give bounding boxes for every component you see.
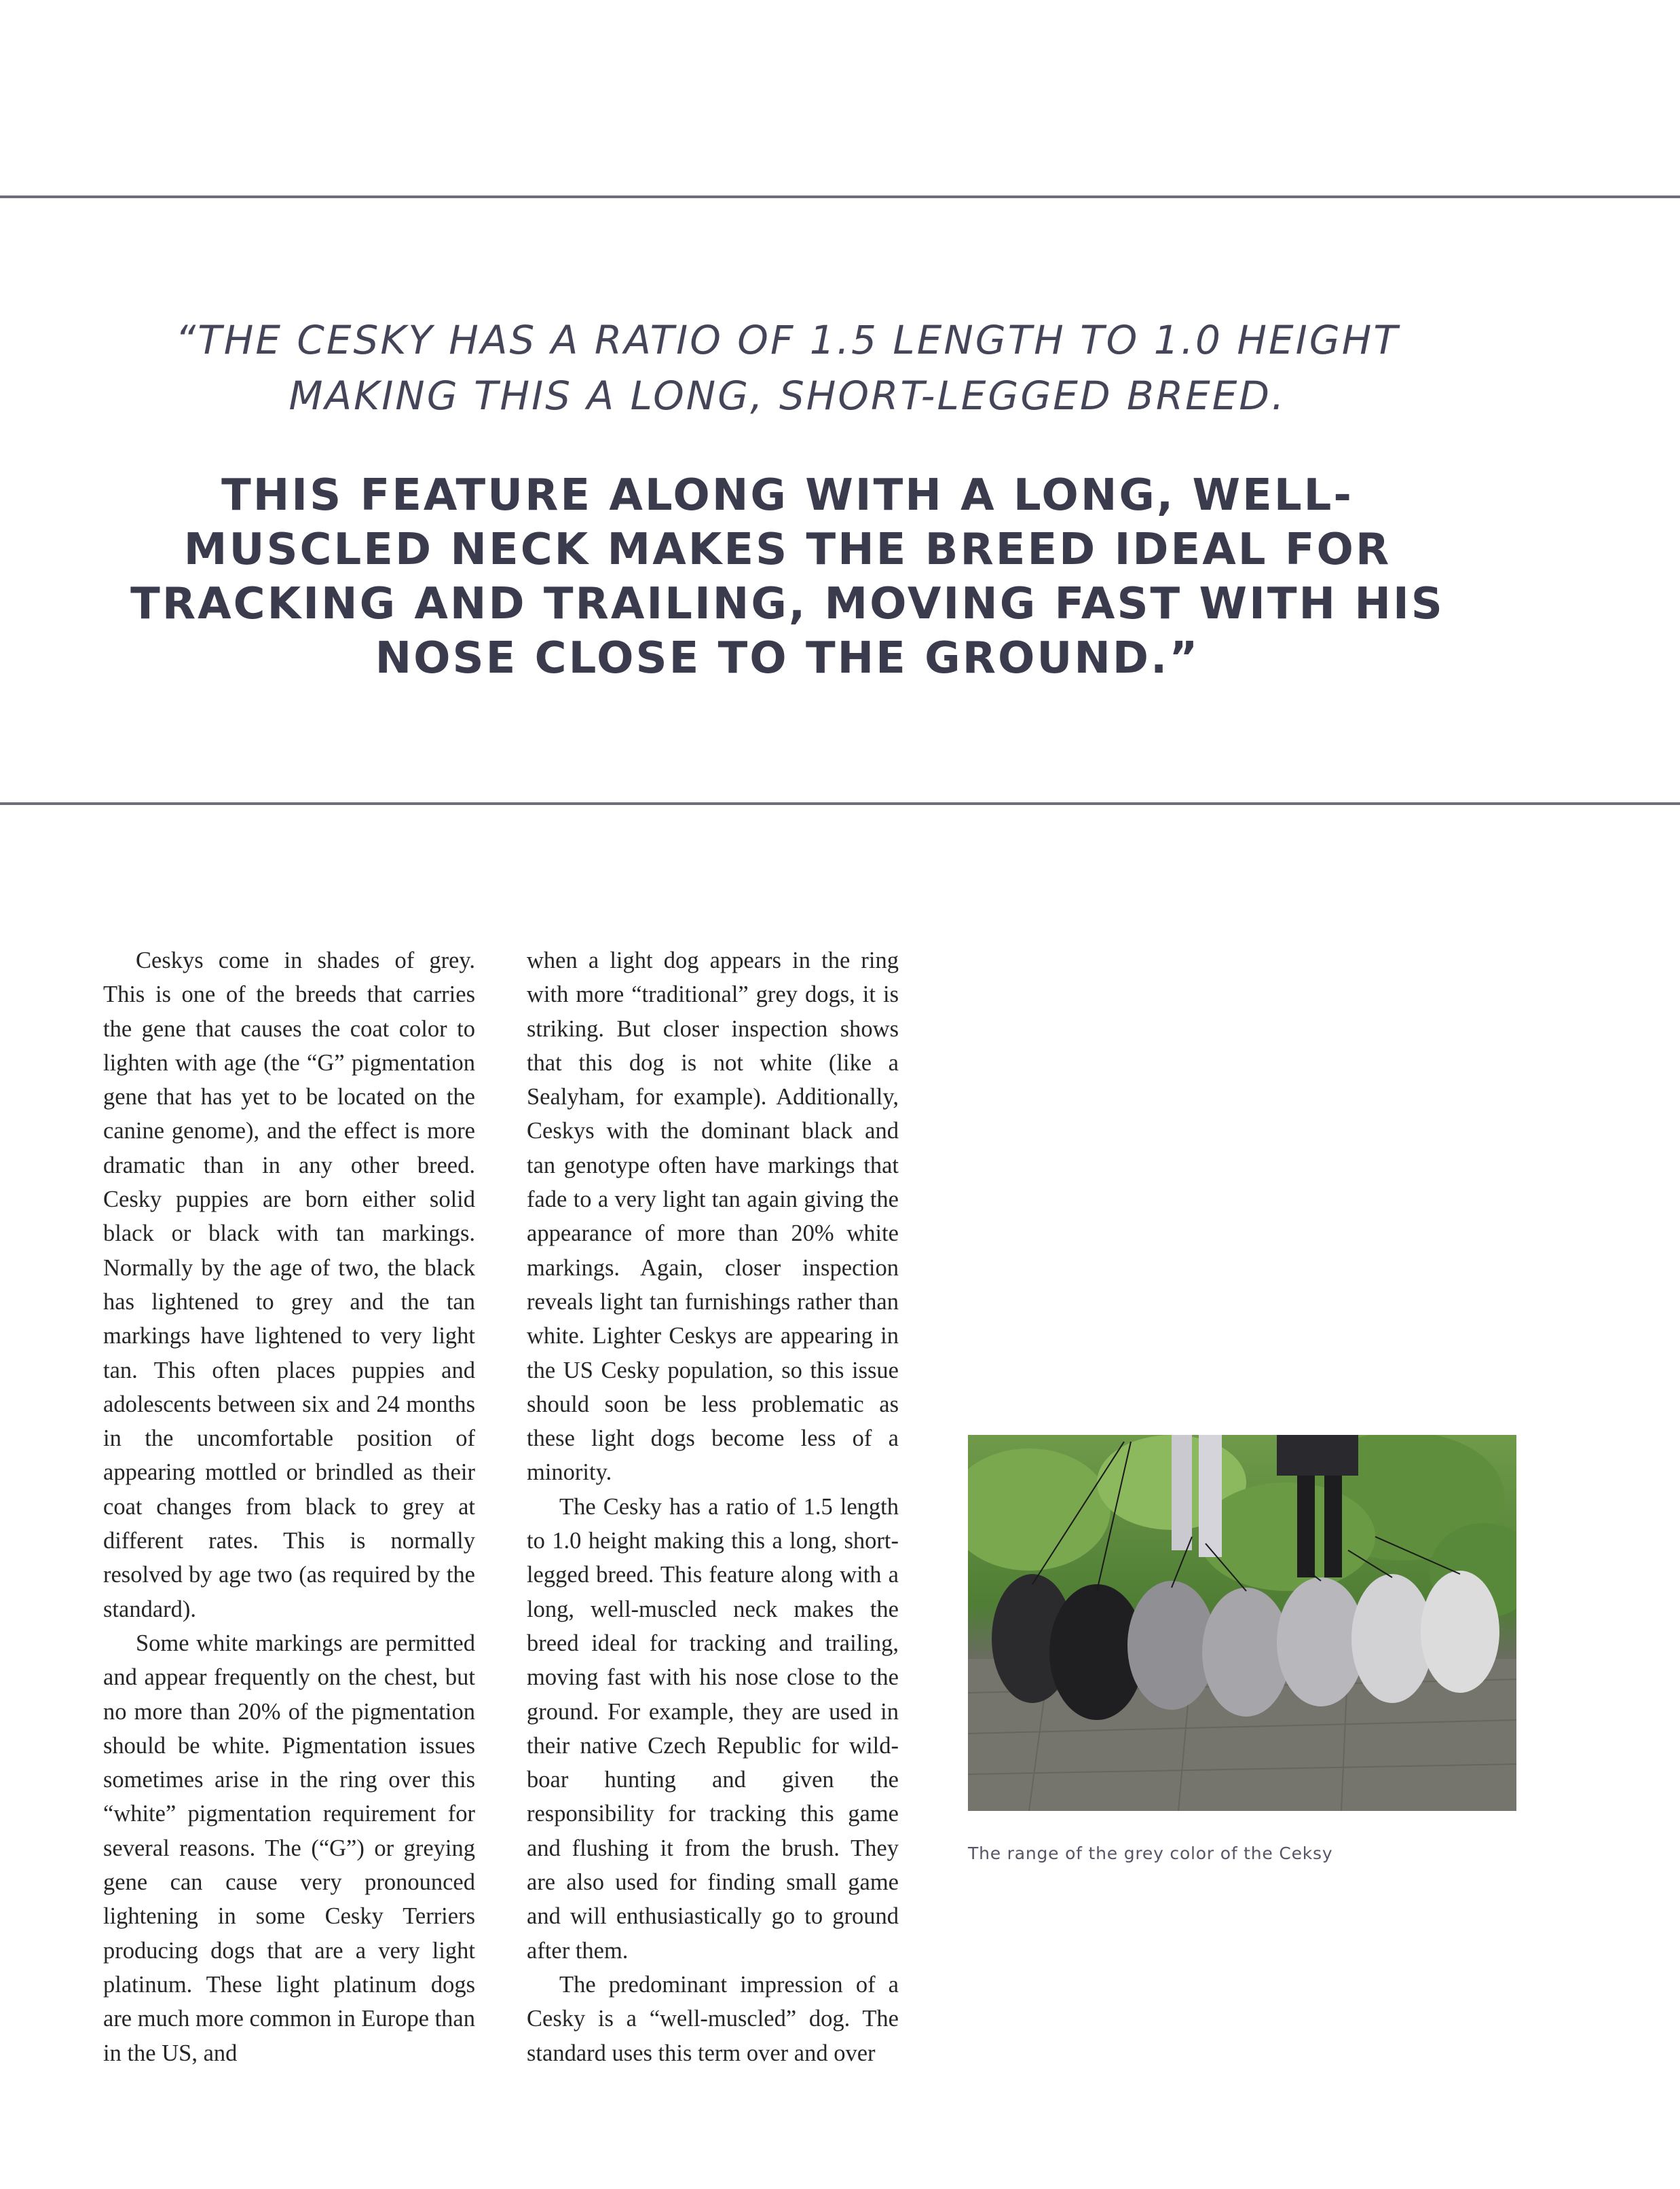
photo-caption: The range of the grey color of the Ceksy	[968, 1844, 1333, 1863]
pull-quote-main	[109, 468, 1466, 686]
body-column-left	[103, 943, 475, 2070]
cesky-dogs-photo	[968, 1435, 1516, 1811]
pull-quote-first: “THE CESKY HAS A RATIO OF 1.5 LENGTH TO 1.0 HEIGHT MAKING THIS A LONG, SHORT-LEGGED BREED.	[175, 317, 1400, 419]
paragraph: when a light dog appears in the ring with more “traditional” grey dogs, it is striking. But closer inspection shows that this dog is not white (like a Sealyham, for example). Additionally, Ceskys with the dominant black and tan genotype often have markings that fade to a very light tan again giving the appearance of more than 20% white markings. Again, closer inspection reveals light tan furnishings rather than white. Lighter Ceskys are appearing in the US Cesky population, so this issue should soon be less problematic as these light dogs become less of a minority.	[527, 948, 899, 1486]
paragraph: Some white markings are permitted and appear frequently on the chest, but no more than 20% of the pigmentation should be white. Pigmentation issues sometimes arise in the ring over this “white” pigmentation requirement for several reasons. The (“G”) or greying gene can cause very pronounced lightening in some Cesky Terriers producing dogs that are a very light platinum. These light platinum dogs are much more common in Europe than in the US, and	[103, 1630, 475, 2066]
body-column-middle	[527, 943, 899, 2070]
top-divider	[0, 195, 1680, 198]
paragraph: Ceskys come in shades of grey. This is one of the breeds that carries the gene that causes the coat color to lighten with age (the “G” pigmentation gene that has yet to be located on the canine genome), and the effect is more dramatic than in any other breed. Cesky puppies are born either solid black or black with tan markings. Normally by the age of two, the black has lightened to grey and the tan markings have lightened to very light tan. This often places puppies and adolescents between six and 24 months in the uncomfortable position of appearing mottled or brindled as their coat changes from black to grey at different rates. This is normally resolved by age two (as required by the standard).	[103, 948, 475, 1622]
bottom-divider	[0, 802, 1680, 805]
pull-quote-intro	[109, 312, 1466, 424]
pull-quote-second: THIS FEATURE ALONG WITH A LONG, WELL-MUSCLED NECK MAKES THE BREED IDEAL FOR TRACKING AND TRAILING, MOVING FAST WITH HIS NOSE CLOSE TO THE GROUND.”	[130, 470, 1444, 684]
paragraph: The Cesky has a ratio of 1.5 length to 1.0 height making this a long, short-legged breed. This feature along with a long, well-muscled neck makes the breed ideal for tracking and trailing, moving fast with his nose close to the ground. For example, they are used in their native Czech Republic for wild-boar hunting and given the responsibility for tracking this game and flushing it from the brush. They are also used for finding small game and will enthusiastically go to ground after them.	[527, 1493, 899, 1964]
paragraph: The predominant impression of a Cesky is a “well-muscled” dog. The standard uses this term over and over	[527, 1971, 899, 2066]
